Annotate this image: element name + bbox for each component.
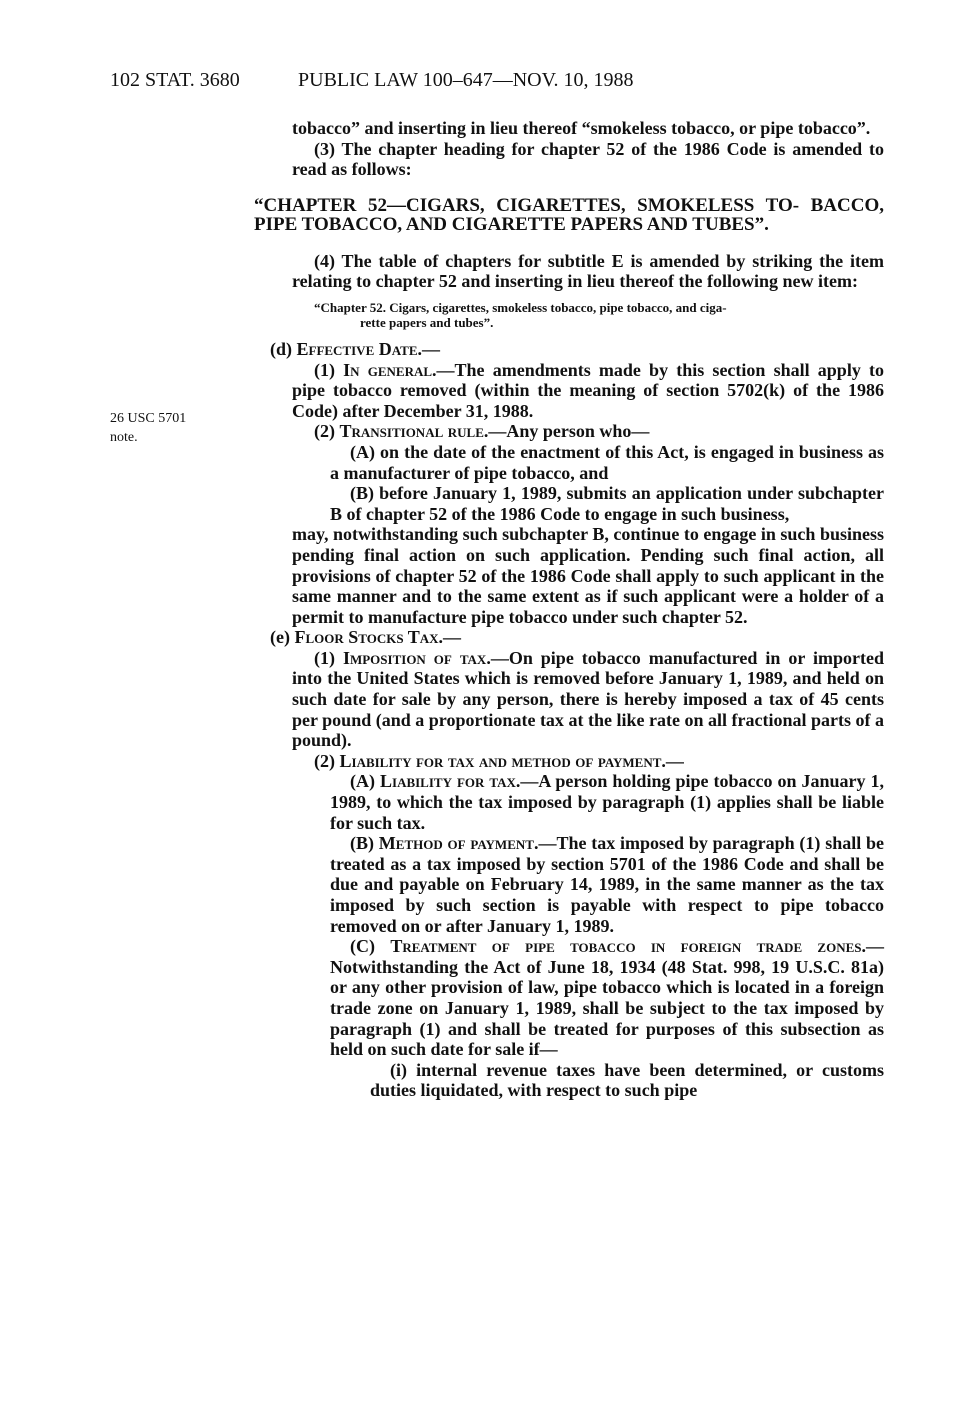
subparagraph-e2A-title: Liability for tax xyxy=(380,771,516,792)
table-of-chapters-item xyxy=(314,300,884,330)
paragraph-d2 xyxy=(292,421,884,442)
subsection-e-title: Floor Stocks Tax xyxy=(294,627,439,648)
paragraph-d1 xyxy=(292,360,884,422)
statute-page-number: 102 STAT. 3680 xyxy=(110,69,240,91)
paragraph-d2-label: (2) xyxy=(314,421,340,442)
subsection-e-dash: .— xyxy=(438,627,462,648)
subparagraph-e2C-label: (C) xyxy=(350,936,391,957)
subparagraph-e2C-text: .—Notwithstanding the Act of June 18, 1934 (48 Stat. 998, 19 U.S.C. 81a) or any other provision of law, pipe tobacco which is located in a foreign trade zone on January 1, 1989, shall be subject to the tax imposed by paragraph (1) and shall be treated for purposes of this subsection as held on such date for sale if— xyxy=(330,936,885,1060)
subparagraph-e2B-title: Method of payment xyxy=(378,833,534,854)
paragraph-e2-title: Liability for tax and method of payment xyxy=(339,750,662,771)
subsection-e-label: (e) xyxy=(270,627,295,648)
chapter-heading xyxy=(254,196,884,234)
paragraph-d1-label: (1) xyxy=(314,359,344,380)
subsection-d-dash: .— xyxy=(417,338,440,359)
paragraph-d2-title: Transitional rule xyxy=(339,421,484,442)
margin-citation-code: 26 USC 5701 xyxy=(110,411,187,426)
chapter-heading-text: “CHAPTER 52—CIGARS, CIGARETTES, SMOKELESS TO- BACCO, PIPE TOBACCO, AND CIGARETTE PAPERS AND TUBES”. xyxy=(254,194,884,235)
subparagraph-e2C xyxy=(330,936,884,1060)
subsection-d-label: (d) xyxy=(270,338,297,359)
subparagraph-e2B xyxy=(330,833,884,936)
paragraph-4: (4) The table of chapters for subtitle E is amended by striking the item relating to chapter 52 and inserting in lieu thereof the following new item: xyxy=(292,250,884,292)
toc-item-line-1: “Chapter 52. Cigars, cigarettes, smokeless tobacco, pipe tobacco, and ciga- xyxy=(314,299,727,315)
clause-e2Ci: (i) internal revenue taxes have been determined, or customs duties liquidated, with respect to such pipe xyxy=(370,1059,884,1101)
subparagraph-e2A-text: .—A person holding pipe tobacco on January 1, 1989, to which the tax imposed by paragraph (1) applies shall be liable for such tax. xyxy=(330,771,884,833)
subparagraph-e2C-title: Treatment of pipe tobacco in foreign trade zones xyxy=(390,936,862,957)
subparagraph-d2A: (A) on the date of the enactment of this Act, is engaged in business as a manufacturer of pipe tobacco, and xyxy=(330,441,884,483)
paragraph-continuation: tobacco” and inserting in lieu thereof “smokeless tobacco, or pipe tobacco”. xyxy=(292,118,871,138)
subparagraph-d2B: (B) before January 1, 1989, submits an application under subchapter B of chapter 52 of the 1986 Code to engage in such business, xyxy=(330,483,884,524)
subsection-e-heading xyxy=(270,627,884,648)
paragraph-3: (3) The chapter heading for chapter 52 of the 1986 Code is amended to read as follows: xyxy=(292,138,884,180)
subparagraph-e2A-label: (A) xyxy=(350,771,380,792)
subparagraph-e2A xyxy=(330,771,884,833)
subsection-d-title: Effective Date xyxy=(296,338,418,359)
paragraph-d1-text: .—The amendments made by this section shall apply to pipe tobacco removed (within the meaning of section 5702(k) of the 1986 Code) after December 31, 1988. xyxy=(292,359,884,421)
paragraph-e1-text: .—On pipe tobacco manufactured in or imported into the United States which is removed before January 1, 1989, and held on such date for sale by any person, there is hereby imposed a tax of 45 cents per pound (and a proportionate tax at the like rate on all fractional parts of a pound). xyxy=(292,647,884,751)
paragraph-d2-text: .—Any person who— xyxy=(483,421,650,442)
paragraph-e2-label: (2) xyxy=(314,750,340,771)
paragraph-e1-title: Imposition of tax xyxy=(342,647,487,668)
margin-citation-note: note. xyxy=(110,430,138,445)
paragraph-e2-dash: .— xyxy=(661,750,684,771)
toc-item-line-2: rette papers and tubes”. xyxy=(360,314,494,330)
paragraph-e2 xyxy=(292,751,884,772)
public-law-citation: PUBLIC LAW 100–647—NOV. 10, 1988 xyxy=(298,69,634,91)
subparagraph-e2B-text: .—The tax imposed by paragraph (1) shall be treated as a tax imposed by section 5701 of the 1986 Code and shall be due and payable on February 14, 1989, in the same manner as the tax imposed by such section is payable with respect to pipe tobacco removed on or after January 1, 1989. xyxy=(330,833,884,936)
paragraph-d1-title: In general xyxy=(343,359,433,380)
paragraph-e1 xyxy=(292,648,884,751)
statute-body xyxy=(254,118,885,1101)
paragraph-d2-tail: may, notwithstanding such subchapter B, continue to engage in such business pending final action on such application. Pending such final action, all provisions of chapter 52 of the 1986 Code shall apply to such applicant in the same manner and to the same extent as if such applicant were a holder of a permit to manufacture pipe tobacco under such chapter 52. xyxy=(292,524,884,627)
margin-citation xyxy=(110,409,186,447)
subparagraph-e2B-label: (B) xyxy=(350,833,379,854)
paragraph-e1-label: (1) xyxy=(314,647,343,668)
subsection-d-heading xyxy=(270,339,884,360)
